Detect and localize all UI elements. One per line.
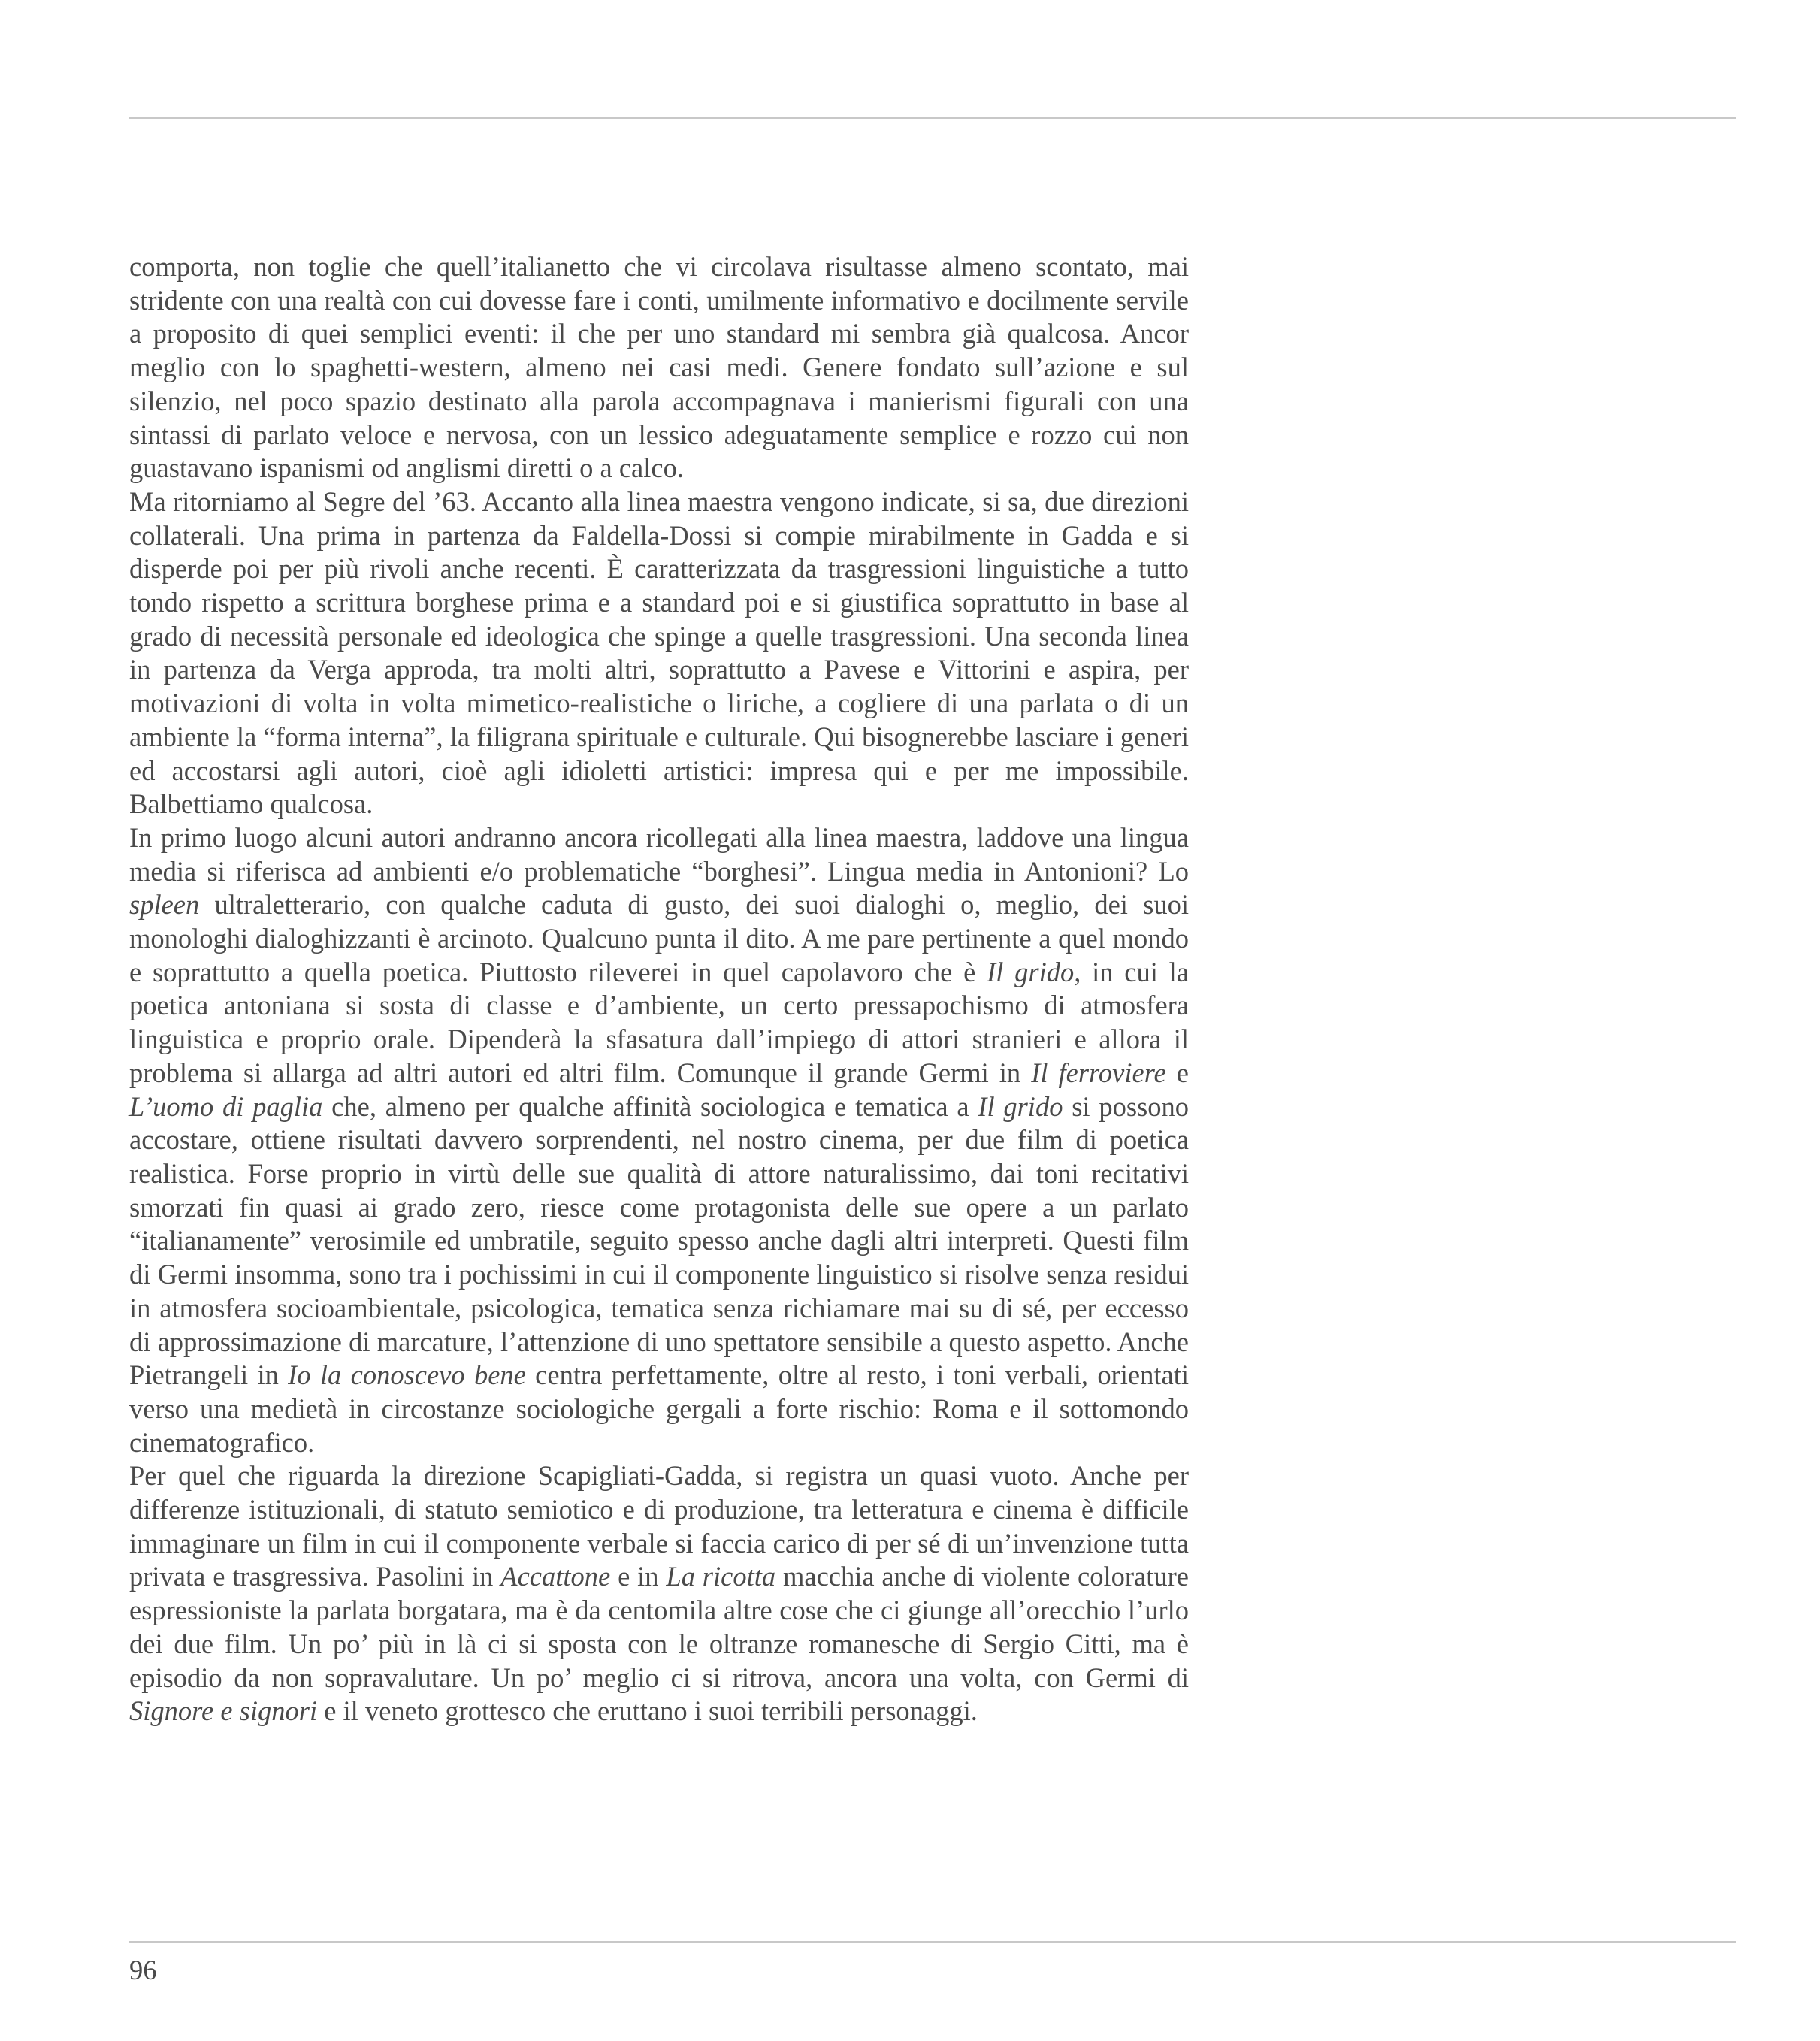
text-run: comporta, non toglie che quell’italianetto che vi circolava risultasse almeno scontato, mai stridente con una realtà con cui dovesse fare i conti, umilmente informativo e docilmente servile a proposito di quei semplici eventi: il che per uno standard mi sembra già qualcosa. Ancor meglio con lo spaghetti-western, almeno nei casi medi. Genere fondato sull’azione e sul silenzio, nel poco spazio destinato alla parola accompagnava i manierismi figurali con una sintassi di parlato veloce e nervosa, con un lessico adeguatamente semplice e rozzo cui non guastavano ispanismi od anglismi diretti o a calco. xyxy=(129,251,1189,484)
paragraph xyxy=(129,250,1189,485)
paragraph xyxy=(129,821,1189,1459)
text-run: macchia anche di violente colorature espressioniste la parlata borgatara, ma è da centomila altre cose che ci giunge all’orecchio l’urlo dei due film. Un po’ più in là ci si sposta con le oltranze romanesche di Sergio Citti, ma è episodio da non sopravalutare. Un po’ meglio ci si ritrova, ancora una volta, con Germi di xyxy=(129,1561,1189,1693)
text-run: e xyxy=(1165,1057,1189,1088)
film-title: Accattone xyxy=(500,1561,611,1592)
text-run: e il veneto grottesco che eruttano i suoi terribili personaggi. xyxy=(317,1695,978,1727)
text-run: Per quel che riguarda la direzione Scapigliati-Gadda, si registra un quasi vuoto. Anche per differenze istituzionali, di statuto semiotico e di produzione, tra letteratura e cinema è difficile immaginare un film in cui il componente verbale si faccia carico di per sé di un’invenzione tutta privata e trasgressiva. Pasolini in xyxy=(129,1460,1189,1592)
film-title: Il ferroviere xyxy=(1031,1057,1166,1088)
film-title: Il grido, xyxy=(987,956,1081,987)
film-title: Signore e signori xyxy=(129,1695,318,1727)
film-title: Io la conoscevo bene xyxy=(288,1359,526,1391)
film-title: Il grido xyxy=(978,1090,1063,1122)
text-run: centra perfettamente, oltre al resto, i toni verbali, orientati verso una medietà in circostanze sociologiche gergali a forte rischio: Roma e il sottomondo cinematografico. xyxy=(129,1359,1189,1458)
text-run: In primo luogo alcuni autori andranno ancora ricollegati alla linea maestra, laddove una lingua media si riferisca ad ambienti e/o problematiche “borghesi”. Lingua media in Antonioni? Lo xyxy=(129,821,1189,887)
page-number: 96 xyxy=(129,1955,157,1985)
bottom-rule xyxy=(129,1941,1736,1943)
text-run: Ma ritorniamo al Segre del ’63. Accanto alla linea maestra vengono indicate, si sa, due direzioni collaterali. Una prima in partenza da Faldella-Dossi si compie mirabilmente in Gadda e si disperde poi per più rivoli anche recenti. È caratterizzata da trasgressioni linguistiche a tutto tondo rispetto a scrittura borghese prima e a standard poi e si giustifica soprattutto in base al grado di necessità personale ed ideologica che spinge a quelle trasgressioni. Una seconda linea in partenza da Verga approda, tra molti altri, soprattutto a Pavese e Vittorini e aspira, per motivazioni di volta in volta mimetico-realistiche o liriche, a cogliere di una parlata o di un ambiente la “forma interna”, la filigrana spirituale e culturale. Qui bisognerebbe lasciare i generi ed accostarsi agli autori, cioè agli idioletti artistici: impresa qui e per me impossibile. Balbettiamo qualcosa. xyxy=(129,485,1189,820)
paragraph xyxy=(129,1459,1189,1728)
film-title: L’uomo di paglia xyxy=(129,1090,323,1122)
film-title: La ricotta xyxy=(666,1561,776,1592)
top-rule xyxy=(129,117,1736,119)
text-run: che, almeno per qualche affinità sociologica e tematica a xyxy=(322,1090,978,1122)
text-run: si possono accostare, ottiene risultati davvero sorprendenti, nel nostro cinema, per due film di poetica realistica. Forse proprio in virtù delle sue qualità di attore naturalissimo, dai toni recitativi smorzati fin quasi ai grado zero, riesce come protagonista delle sue opere a un parlato “italianamente” verosimile ed umbratile, seguito spesso anche dagli altri interpreti. Questi film di Germi insomma, sono tra i pochissimi in cui il componente linguistico si risolve senza residui in atmosfera socioambientale, psicologica, tematica senza richiamare mai su di sé, per eccesso di approssimazione di marcature, l’attenzione di uno spettatore sensibile a questo aspetto. Anche Pietrangeli in xyxy=(129,1090,1189,1391)
text-run: e in xyxy=(610,1561,667,1592)
text-run: in cui la poetica antoniana si sosta di classe e d’ambiente, un certo pressapochismo di atmosfera linguistica e proprio orale. Dipenderà la sfasatura dall’impiego di attori stranieri e allora il problema si allarga ad altri autori ed altri film. Comunque il grande Germi in xyxy=(129,956,1189,1088)
body-text xyxy=(129,250,1189,1728)
italic-term: spleen xyxy=(129,889,200,921)
paragraph xyxy=(129,485,1189,821)
text-run: ultraletterario, con qualche caduta di gusto, dei suoi dialoghi o, meglio, dei suoi monologhi dialoghizzanti è arcinoto. Qualcuno punta il dito. A me pare pertinente a quel mondo e soprattutto a quella poetica. Piuttosto rileverei in quel capolavoro che è xyxy=(129,889,1189,987)
